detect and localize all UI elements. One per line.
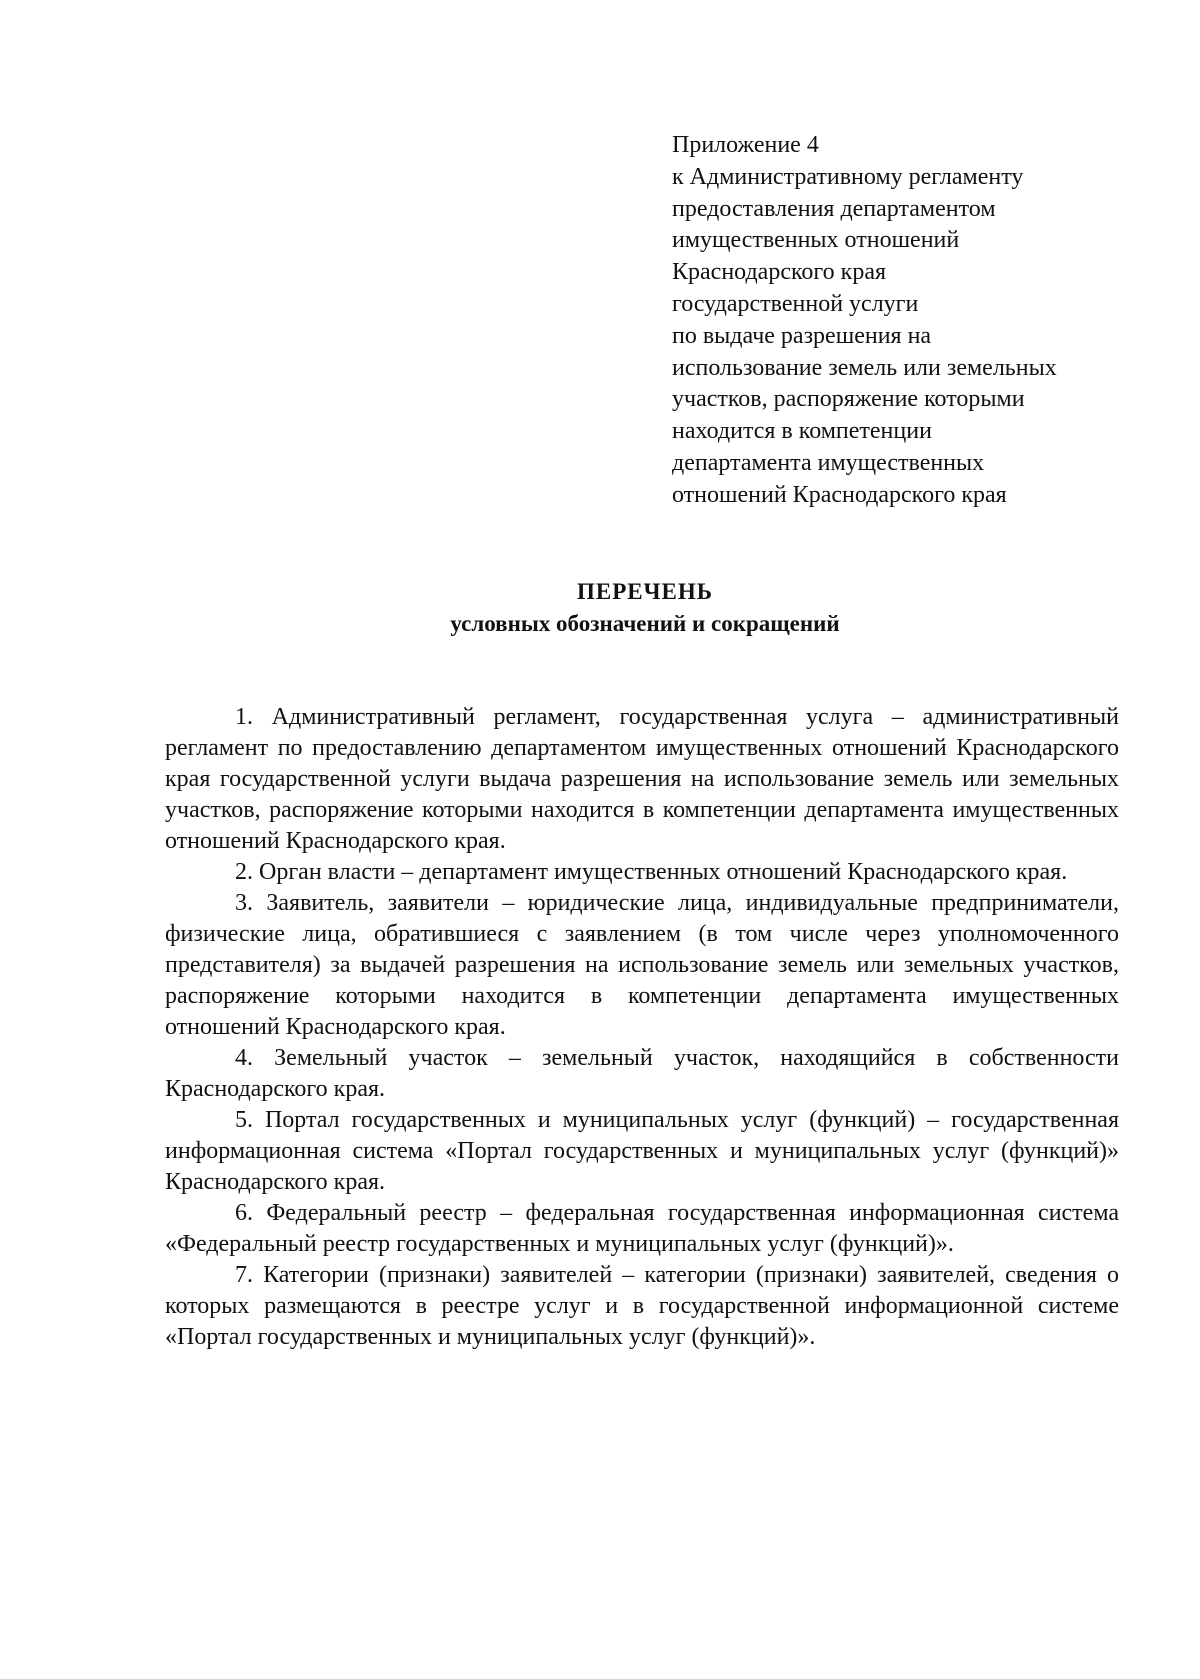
definition-item: 5. Портал государственных и муниципальных услуг (функций) – государственная информационная система «Портал государственных и муниципальных услуг (функций)» Краснодарского края. [165, 1107, 1119, 1195]
appendix-line: государственной услуги [672, 290, 919, 317]
definition-item: 3. Заявитель, заявители – юридические лица, индивидуальные предприниматели, физические лица, обратившиеся с заявлением (в том числе через уполномоченного представителя) за выдачей разрешения на использование земель или земельных участков, распоряжение которыми находится в компетенции департамента имущественных отношений Краснодарского края. [165, 890, 1119, 1040]
appendix-line: Приложение 4 [672, 132, 819, 158]
appendix-line: участков, распоряжение которыми [672, 386, 1025, 413]
definition-item: 1. Административный регламент, государственная услуга – административный регламент по предоставлению департаментом имущественных отношений Краснодарского края государственной услуги выдача разрешения на использование земель или земельных участков, распоряжение которыми находится в компетенции департамента имущественных отношений Краснодарского края. [165, 704, 1119, 854]
definition-item: 4. Земельный участок – земельный участок, находящийся в собственности Краснодарского края. [165, 1045, 1119, 1102]
appendix-line: имущественных отношений [672, 227, 960, 254]
heading-title: ПЕРЕЧЕНЬ [577, 579, 713, 604]
appendix-line: отношений Краснодарского края [672, 481, 1007, 508]
appendix-line: к Административному регламенту [672, 163, 1024, 190]
appendix-line: Краснодарского края [672, 259, 887, 286]
appendix-line: находится в компетенции [672, 418, 932, 445]
appendix-line: департамента имущественных [672, 449, 985, 476]
definition-item: 7. Категории (признаки) заявителей – категории (признаки) заявителей, сведения о которых размещаются в реестре услуг и в государственной информационной системе «Портал государственных и муниципальных услуг (функций)». [165, 1262, 1119, 1350]
definition-item: 6. Федеральный реестр – федеральная государственная информационная система «Федеральный реестр государственных и муниципальных услуг (функций)». [165, 1200, 1119, 1257]
appendix-block [672, 130, 1152, 512]
definitions-list [165, 702, 1119, 1353]
heading-subtitle: условных обозначений и сокращений [450, 611, 840, 636]
appendix-line: по выдаче разрешения на [672, 322, 932, 349]
definition-item: 2. Орган власти – департамент имущественных отношений Краснодарского края. [235, 859, 1068, 885]
appendix-line: использование земель или земельных [672, 354, 1057, 381]
document-heading [0, 576, 1200, 640]
appendix-line: предоставления департаментом [672, 195, 996, 222]
